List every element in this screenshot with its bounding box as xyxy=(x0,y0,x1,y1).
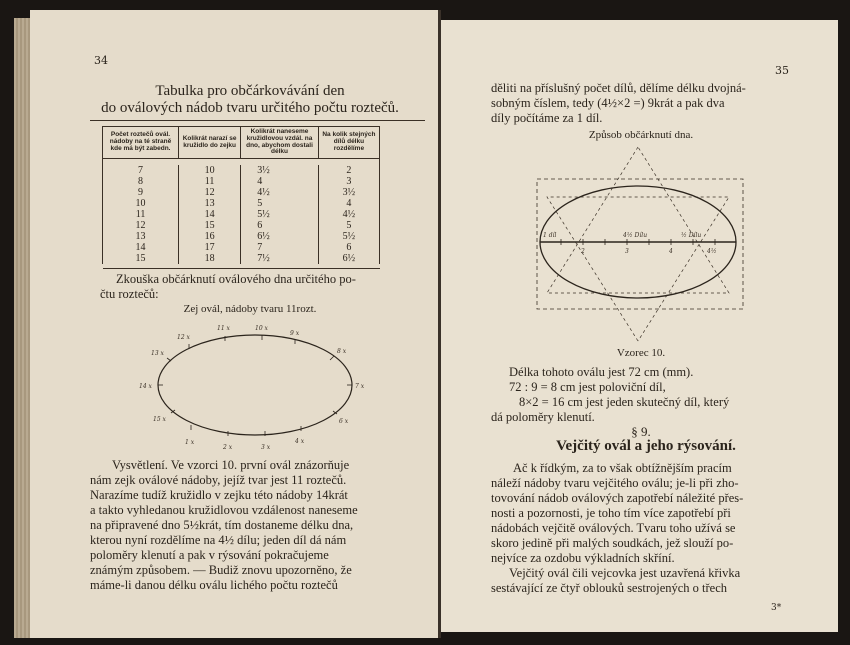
oval-outline xyxy=(158,335,352,435)
text-line: kterou nyní rozdělíme na 4½ dílu; jeden díl dá nám xyxy=(90,533,347,547)
ellipse-figure-right xyxy=(531,145,751,345)
table-cell: 5 xyxy=(241,198,319,209)
text-line: čtu roztečů: xyxy=(100,287,159,301)
table-cell: 13 xyxy=(179,198,241,209)
figure-label: 1 díl xyxy=(543,232,557,239)
text-line: Zkouška občárknutí oválového dna určitého po- xyxy=(116,272,356,286)
table-row xyxy=(103,242,380,253)
table-title-line2: do oválových nádob tvaru určitého počtu roztečů. xyxy=(101,100,399,116)
text-line: dá poloměry klenutí. xyxy=(491,410,595,424)
figure-label: 13 x xyxy=(151,350,164,357)
page-number-right: 35 xyxy=(775,64,789,77)
table-cell: 18 xyxy=(179,253,241,264)
figure-label: 14 x xyxy=(139,383,152,390)
text-line: sobným číslem, tedy (4½×2 =) 9krát a pak dva xyxy=(491,96,725,110)
table-cell: 10 xyxy=(103,198,179,209)
text-line: sestávající ze čtyř oblouků sestrojených o třech xyxy=(491,581,728,595)
figure-label: ½ Dílu xyxy=(681,232,702,239)
table-cell: 4½ xyxy=(318,209,379,220)
text-line: nosti a pozornosti, je toho tím více zapotřebí při xyxy=(491,506,731,520)
left-page xyxy=(30,10,438,638)
text-line: a takto vyhledanou kružidlovou vzdálenost naneseme xyxy=(90,503,358,517)
table-cell: 8 xyxy=(103,176,179,187)
figure-label: 4½ Dílu xyxy=(623,232,648,239)
table-row xyxy=(103,176,380,187)
text-line: skoro jedině při malých soudkách, jež slouží po- xyxy=(491,536,734,550)
table-row xyxy=(103,198,380,209)
text-line: díly počítáme za 1 díl. xyxy=(491,111,603,125)
table-cell: 5½ xyxy=(241,209,319,220)
table-header: Počet roztečů ovál. nádoby na té straně kde má být zabedn. xyxy=(103,127,179,159)
table-cell: 14 xyxy=(103,242,179,253)
table-row xyxy=(103,253,380,264)
table-cell: 10 xyxy=(179,165,241,176)
figure-label: 3 x xyxy=(261,444,271,451)
text-line: 72 : 9 = 8 cm jest poloviční díl, xyxy=(509,380,666,394)
table-cell: 15 xyxy=(103,253,179,264)
figure-label: 4½ xyxy=(707,248,717,255)
figure-caption-left: Zej ovál, nádoby tvaru 11rozt. xyxy=(183,303,317,315)
figure-label: 2 x xyxy=(223,444,233,451)
figure-caption-top: Způsob občárknutí dna. xyxy=(588,129,694,141)
title-underline xyxy=(90,120,425,121)
section-number: § 9. xyxy=(631,424,651,439)
table-cell: 5 xyxy=(318,220,379,231)
figure-label: 11 x xyxy=(217,325,230,332)
text-line: na připravené dno 5½krát, tím dostaneme délku dna, xyxy=(90,518,354,532)
page-edge-strips xyxy=(14,18,30,638)
text-line: Vejčitý ovál čili vejcovka jest uzavřená křivka xyxy=(509,566,741,580)
table-cell: 11 xyxy=(179,176,241,187)
figure-label: 4 xyxy=(669,248,673,255)
table-cell: 6½ xyxy=(241,231,319,242)
table-cell: 4 xyxy=(318,198,379,209)
table-cell: 4½ xyxy=(241,187,319,198)
text-line: tovování nádob oválových zapotřebí náležité přes- xyxy=(491,491,744,505)
table-cell: 5½ xyxy=(318,231,379,242)
table-cell: 3½ xyxy=(241,165,319,176)
figure-label: 7 x xyxy=(355,383,365,390)
figure-label: 2 xyxy=(581,248,585,255)
figure-label: 10 x xyxy=(255,325,268,332)
text-line: nejvíce za ozdobu výkladních skříní. xyxy=(491,551,675,565)
table-cell: 13 xyxy=(103,231,179,242)
text-line: náleží nádoby tvaru vejčitého oválu; je-li při zho- xyxy=(491,476,739,490)
table-cell: 15 xyxy=(179,220,241,231)
table-cell: 7 xyxy=(241,242,319,253)
table-cell: 17 xyxy=(179,242,241,253)
table-header: Kolikrát naneseme kružidlovou vzdál. na dno, abychom dostali délku xyxy=(241,127,319,159)
figure-label: 9 x xyxy=(290,330,300,337)
text-line: 8×2 = 16 cm jest jeden skutečný díl, který xyxy=(519,395,730,409)
table-cell: 7½ xyxy=(241,253,319,264)
text-line: Narazíme tudíž kružidlo v zejku této nádoby 14krát xyxy=(90,488,348,502)
figure-caption-bottom: Vzorec 10. xyxy=(616,347,666,359)
table-row xyxy=(103,231,380,242)
explanation-paragraph xyxy=(90,458,420,593)
table-cell: 16 xyxy=(179,231,241,242)
intro-paragraph xyxy=(491,81,796,126)
table-cell: 11 xyxy=(103,209,179,220)
text-line: Vysvětlení. Ve vzorci 10. první ovál znázorňuje xyxy=(112,458,350,472)
construction-triangles xyxy=(547,147,729,341)
figure-label: 15 x xyxy=(153,416,166,423)
dashed-frame xyxy=(537,179,743,309)
text-line: poloměry klenutí a pak v rýsování pokračujeme xyxy=(90,548,329,562)
table-row xyxy=(103,220,380,231)
table-cell: 12 xyxy=(179,187,241,198)
table-header: Kolikrát narazí se kružidlo do zejku xyxy=(179,127,241,159)
table-cell: 6 xyxy=(241,220,319,231)
figure-label: 6 x xyxy=(339,418,349,425)
table-cell: 14 xyxy=(179,209,241,220)
text-line: nám zejk oválové nádoby, jejíž tvar jest 11 roztečů. xyxy=(90,473,347,487)
ellipse-figure-left xyxy=(125,315,385,455)
text-line: Ač k řídkým, za to však obtížnějším pracím xyxy=(513,461,732,475)
text-line: máme-li danou délku oválu lichého počtu roztečů xyxy=(90,578,338,592)
text-line: děliti na příslušný počet dílů, dělíme délku dvojná- xyxy=(491,81,746,95)
table-cell: 7 xyxy=(103,165,179,176)
table-cell: 3 xyxy=(318,176,379,187)
table-cell: 2 xyxy=(318,165,379,176)
section-title: Vejčitý ovál a jeho rýsování. xyxy=(556,438,736,454)
table-header-row xyxy=(103,127,380,159)
figure-label: 3 xyxy=(625,248,629,255)
spacing-table xyxy=(102,126,380,269)
figure-label: 4 x xyxy=(295,438,305,445)
table-row xyxy=(103,165,380,176)
right-page xyxy=(441,20,838,632)
figure-label: 12 x xyxy=(177,334,190,341)
signature-mark: 3* xyxy=(771,603,782,613)
section-body xyxy=(491,461,801,596)
table-cell: 9 xyxy=(103,187,179,198)
calculation-paragraph xyxy=(491,365,796,425)
figure-label: 8 x xyxy=(337,348,347,355)
table-cell: 12 xyxy=(103,220,179,231)
text-line: známým způsobem. — Budiž znovu upozorněno, že xyxy=(90,563,352,577)
table-header: Na kolik stejných dílů délku rozdělíme xyxy=(318,127,379,159)
table-row xyxy=(103,187,380,198)
table-cell: 4 xyxy=(241,176,319,187)
text-line: nádobách vejčitě oválových. Tvaru toho užívá se xyxy=(491,521,736,535)
table-cell: 6 xyxy=(318,242,379,253)
table-title-line1: Tabulka pro občárkovávání den xyxy=(155,83,345,99)
page-number-left: 34 xyxy=(94,54,108,67)
table-row xyxy=(103,209,380,220)
test-heading xyxy=(100,272,416,302)
table-cell: 6½ xyxy=(318,253,379,264)
figure-label: 1 x xyxy=(185,439,195,446)
text-line: Délka tohoto oválu jest 72 cm (mm). xyxy=(509,365,694,379)
table-cell: 3½ xyxy=(318,187,379,198)
